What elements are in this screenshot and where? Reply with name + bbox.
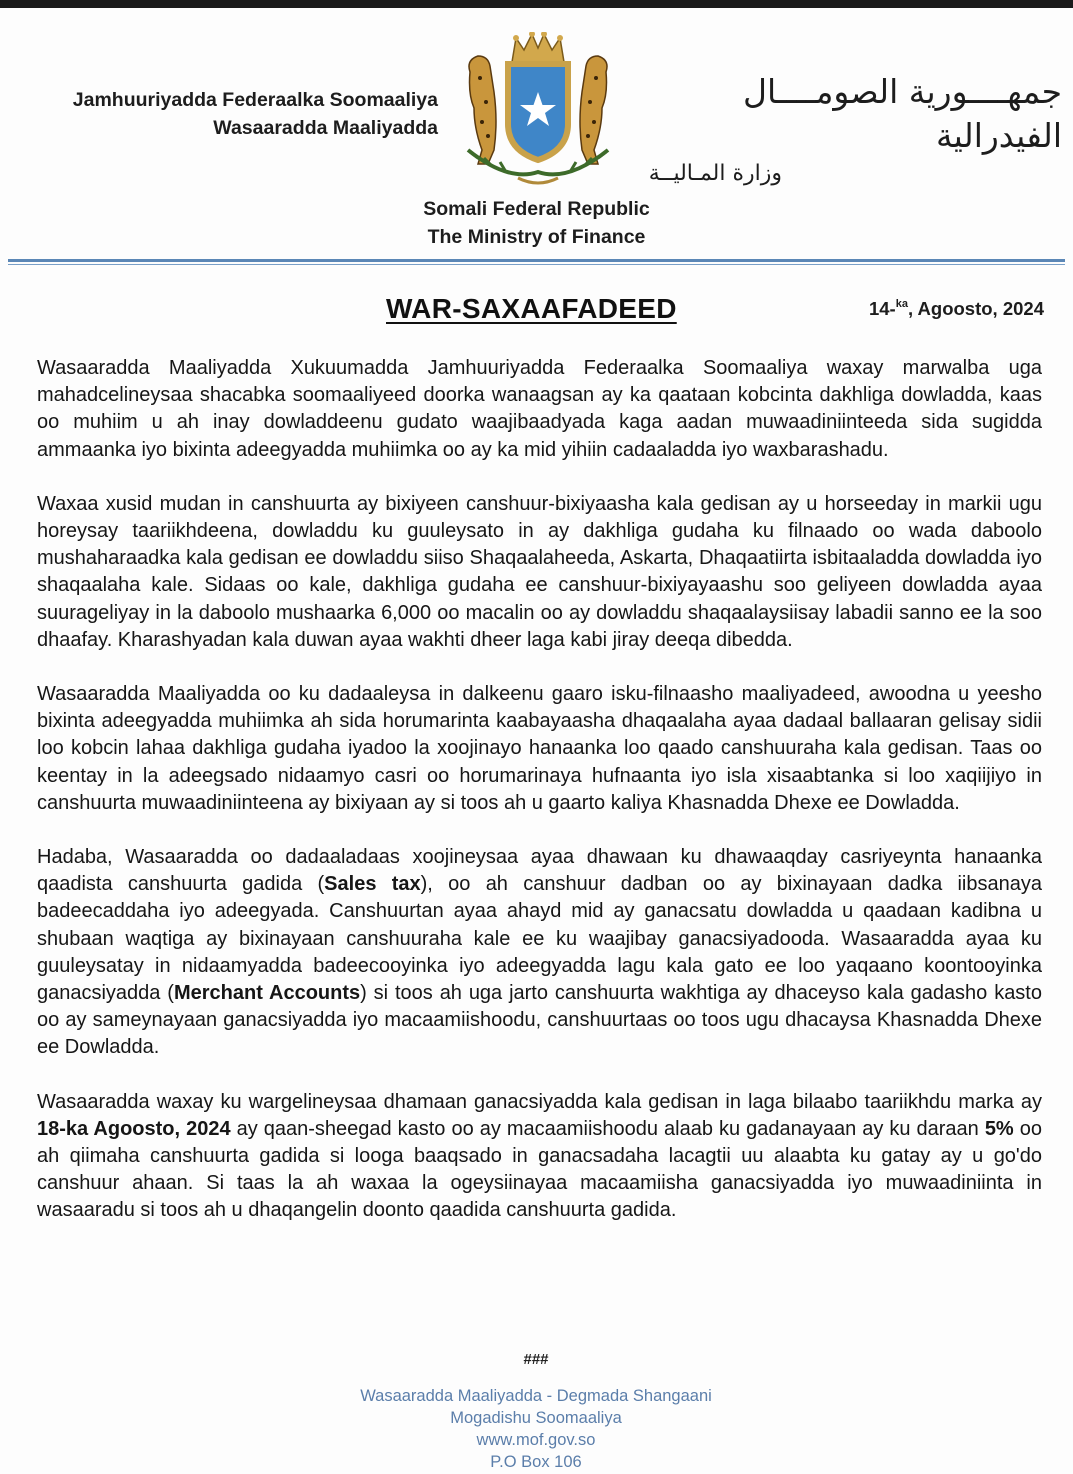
leopard-right-icon [580, 56, 607, 164]
paragraph-3: Wasaaradda Maaliyadda oo ku dadaaleysa in dalkeenu gaaro isku-filnaasho maaliyadeed, awoodna u yeesho bixinta adeegyadda muhiimka ah sida horumarinta kaabayaasha dhaqaalaha ayaa dadaal ballaaran gelisay sidii loo kobcin lahaa dakhliga gudaha iyadoo la xoojinayo hanaanka loo qaado canshuuraha kala gedisan. Taas oo keentay in la adeegsado nidaamyo casri oo horumarinaya hufnaanta iyo isla xisaabtanka si loo xaqiijiyo in canshuurta muwaadiniinteena ay bixiyaan ay si toos ah u gaarto kaliya Khasnadda Dhexe ee Dowladda. [37, 683, 1042, 814]
header-ministry-so: Wasaaradda Maaliyadda [213, 117, 438, 139]
header-divider-thin [8, 264, 1065, 265]
header-right-block [632, 70, 1062, 190]
end-mark: ### [523, 1351, 549, 1368]
header-center-block [380, 195, 693, 251]
paragraph-4-text: ) si toos ah uga jarto canshuurta wakhtiga ay dhaceyso kala gadasho kasto oo ay sameynayaan ganacsiyadda iyo macaamiishoodu, canshuurtaas oo toos ugu dhacaysa Khasnadda Dhexe ee Dowladda. [37, 982, 1042, 1059]
leopard-left-icon [469, 56, 496, 164]
coat-of-arms-emblem [448, 32, 628, 190]
tax-rate: 5% [984, 1117, 1014, 1140]
header-ministry-en: The Ministry of Finance [427, 226, 646, 248]
sales-tax-term: Sales tax [324, 873, 421, 896]
paragraph-4-text: ), oo ah canshuur dadban oo ay bixinayaan dadka iibsanaya badeecaddaha iyo adeegyada. Canshuurtan ayaa ahayd mid ay ganacsatu dowladda u qaadaan kadibna u shubaan waqtiga ay bixinayaan canshuuraha kale ee ku waajibay ganacsiyadooda. Wasaaradda ayaa ku guuleysatay in nidaamyadda badeecooyinka iyo adeegyadda lagu kala gato ee loo yaqaano koontooyinka ganacsiyadda ( [37, 873, 1042, 1005]
date-suffix: ka [895, 298, 908, 310]
effective-date: 18-ka Agoosto, 2024 [37, 1117, 231, 1140]
crown-icon [512, 32, 564, 62]
date-rest: , Agoosto, 2024 [907, 298, 1044, 319]
paragraph-1: Wasaaradda Maaliyadda Xukuumadda Jamhuuriyadda Federaalka Soomaaliya waxay marwalba uga mahadcelineysaa shacabka soomaaliyeed doorka wanaagsan ay ka qaataan kobcinta dakhliga dowladda, kaas oo muhiim u ah inay dowladdeenu gudato waajibaadyada kaga aadan muwaadiniinteeda sida sugidda ammaanka iyo bixinta adeegyadda muhiimka oo ay ka mid yihiin cadaaladda iyo waxbarashadu. [37, 357, 1042, 461]
paragraph-2: Waxaa xusid mudan in canshuurta ay bixiyeen canshuur-bixiyaasha kala gedisan ay u horseeday in markii ugu horeysay taariikhdeena, dowladdu ku guuleysato in ay dakhliga gudaha ku filnaado oo wada daboolo mushaharaadka kala gedisan ee dowladdu siiso Shaqaalaheeda, Askarta, Dhaqaatiirta isbitaaladda dowladda iyo shaqaalaha kale. Sidaas oo kale, dakhliga gudaha ee canshuur-bixiyayaashu soo geliyeen dowladda ayaa suurageliyay in la daboolo mushaarka 6,000 oo macalin oo ay dowladdu shaqaalaysiisay labadii sanno ee la soo dhaafay. Kharashyadan kala duwan ayaa wakhti dheer laga kabi jiray deeqa dibedda. [37, 492, 1042, 651]
header-left-block [22, 86, 438, 142]
header-country-so: Jamhuuriyadda Federaalka Soomaaliya [72, 89, 438, 111]
footer-city: Mogadishu Soomaaliya [450, 1409, 622, 1427]
document-date [830, 298, 1044, 320]
paragraph-5-text: Wasaaradda waxay ku wargelineysaa dhamaan ganacsiyadda kala gedisan in laga bilaabo taariikhdu marka ay [37, 1090, 1042, 1113]
header-divider [8, 259, 1065, 262]
footer-po-box: P.O Box 106 [490, 1453, 582, 1471]
footer [286, 1385, 786, 1473]
paragraph-5-text: oo ah qiimaha canshuurta gadida si looga baaqsado in ganacsadaha lacagtii uu alaabta ku gatay ay u go'do canshuur ahaan. Si taas la ah waxaa la ogeysiinayaa macaamiisha ganacsiyadda iyo muwaadiniinta in wasaaradu si toos ah u dhaqangelin doonto qaadida canshuurta gadida. [37, 1117, 1042, 1222]
footer-website-link[interactable]: www.mof.gov.so [476, 1431, 596, 1449]
page-title: WAR-SAXAAFADEED [386, 293, 677, 324]
merchant-accounts-term: Merchant Accounts [173, 982, 361, 1005]
paragraph-5-text: ay qaan-sheegad kasto oo ay macaamiishoodu alaab ku gadanayaan ay ku daraan [230, 1117, 985, 1140]
date-day: 14- [868, 298, 896, 319]
paragraph-4 [37, 844, 1042, 1062]
top-border [0, 0, 1073, 8]
press-release-body [37, 355, 1042, 1252]
paragraph-4-text: Hadaba, Wasaaradda oo dadaaladaas xoojineysaa ayaa dhawaan ku dhawaaqday casriyeynta hanaanka qaadista canshuurta gadida ( [37, 846, 1042, 896]
paragraph-5 [37, 1089, 1042, 1225]
footer-address: Wasaaradda Maaliyadda - Degmada Shangaani [360, 1387, 712, 1405]
header-country-ar: جمهــــورية الصومــــال الفيدرالية [743, 72, 1062, 155]
header-ministry-ar: وزارة المـاليــة [648, 161, 782, 186]
header-country-en: Somali Federal Republic [423, 198, 650, 220]
